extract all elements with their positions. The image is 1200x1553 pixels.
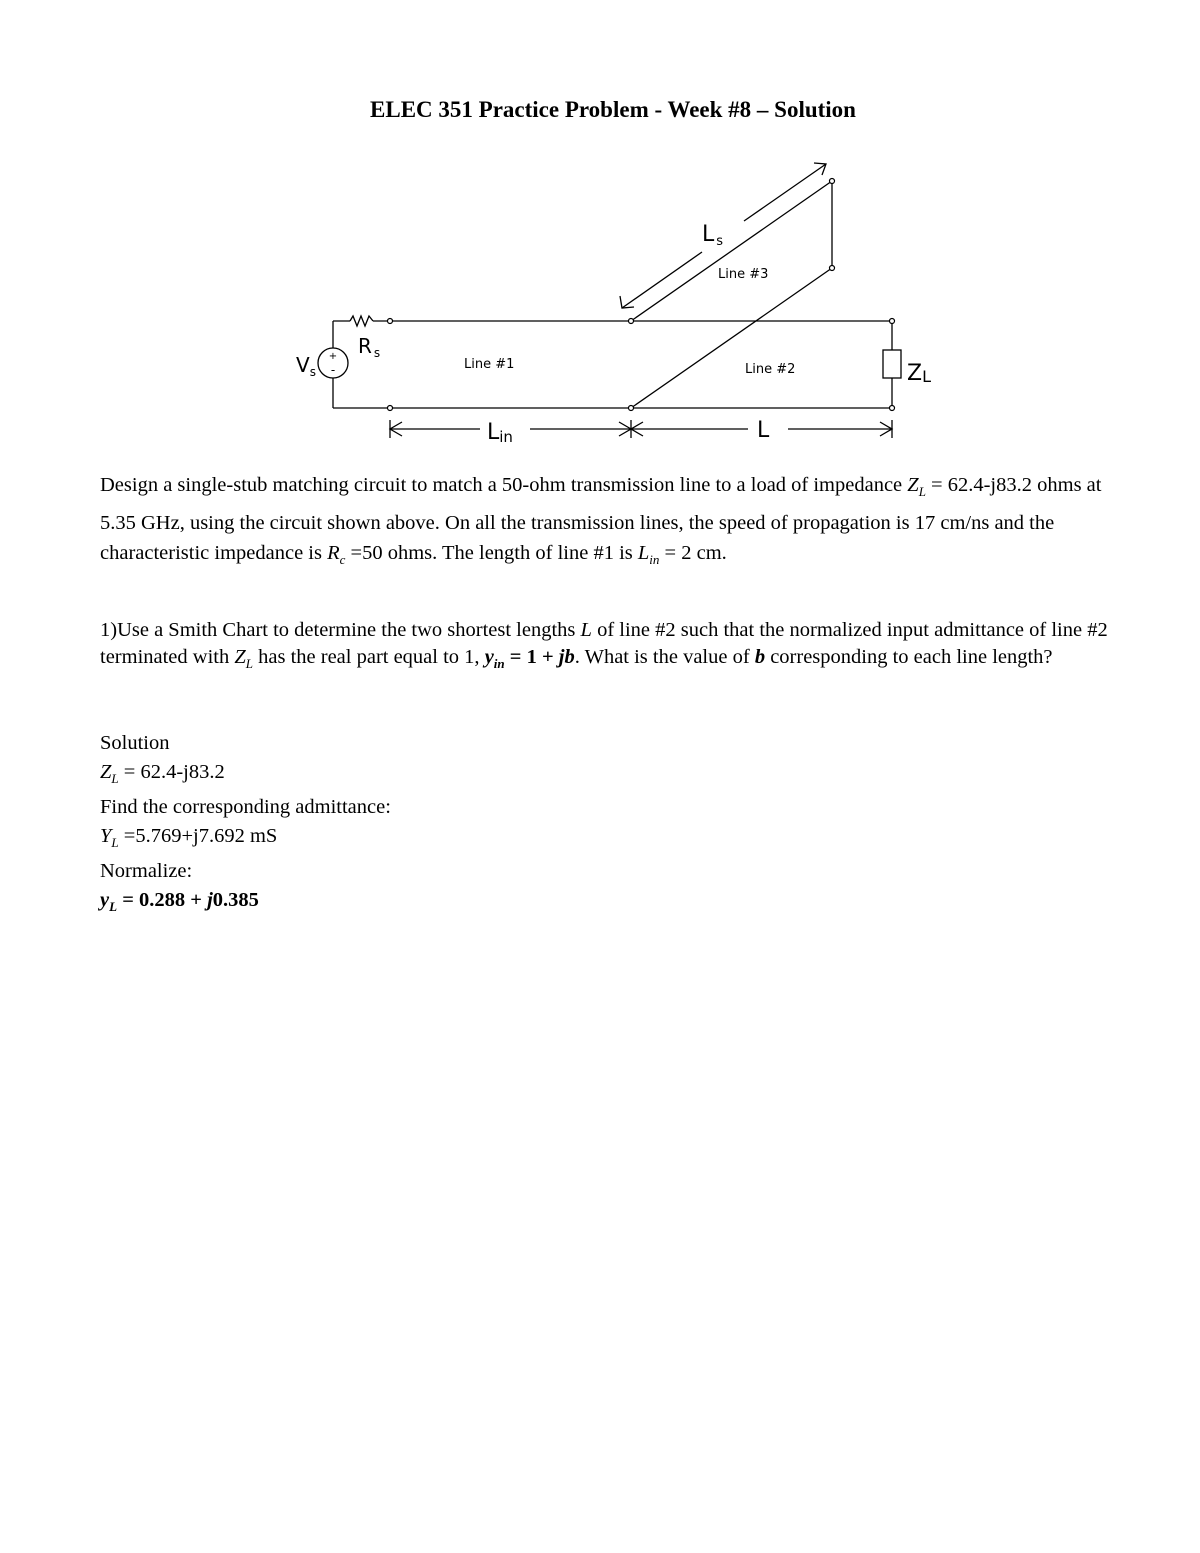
lin-symbol: L — [637, 542, 650, 565]
stub-lower-conductor — [631, 268, 832, 408]
zl-symbol: Z — [907, 474, 919, 496]
vs-label: $V_s$ — [296, 353, 316, 379]
solution-zl: $Z_L = 62.4-j83.2$ — [100, 761, 225, 787]
resistor-symbol — [350, 316, 373, 326]
solution-yl: $Y_L =5.769+j7.692$ mS — [100, 825, 278, 851]
zl-label: ZL — [907, 361, 931, 386]
stub-upper-conductor — [631, 181, 832, 321]
line1-label: Line #1 — [464, 357, 515, 372]
solution-normalize: Normalize: — [100, 860, 193, 883]
lin-label: Lin — [487, 420, 513, 446]
solution-heading: Solution — [100, 732, 170, 754]
solution-find: Find the corresponding admittance: — [100, 796, 391, 819]
svg-text:+: + — [328, 351, 338, 362]
page-title: ELEC 351 Practice Problem - Week #8 – Solution — [370, 97, 856, 122]
rs-label: R $_s$ — [358, 334, 381, 360]
line3-label: Line #3 — [718, 267, 769, 282]
load-impedance-symbol — [883, 350, 901, 378]
l-label: L — [757, 418, 770, 443]
ls-arrow-upper — [744, 164, 826, 221]
question-1: 1)Use a Smith Chart to determine the two shortest lengths L of line #2 such that the normalized input admittance of line #2 terminated with $Z_L$ has the real part equal to 1, $y_{in} = 1$ + jb. What is the value of b corresponding to each line length? — [100, 619, 1108, 672]
line2-label: Line #2 — [745, 362, 796, 377]
solution-block — [100, 729, 391, 921]
problem-statement: Design a single-stub matching circuit to match a 50-ohm transmission line to a load of impedance $Z_L = 62.4-j83.2$ ohms at 5.35 GHz, using the circuit shown above. On all the transmission lines, the speed of propagation is 17 cm/ns and the characteristic impedance is $R_c =50$ ohms. The length of line #1 is $L_{in} = 2$ cm. — [100, 474, 1102, 568]
solution-yl-normalized: $y_L = 0.288 + j0.385$ — [100, 889, 259, 915]
circuit-diagram — [280, 150, 980, 450]
svg-text:-: - — [330, 363, 336, 377]
rc-symbol: R — [327, 542, 340, 565]
ls-label: Ls — [702, 222, 724, 249]
